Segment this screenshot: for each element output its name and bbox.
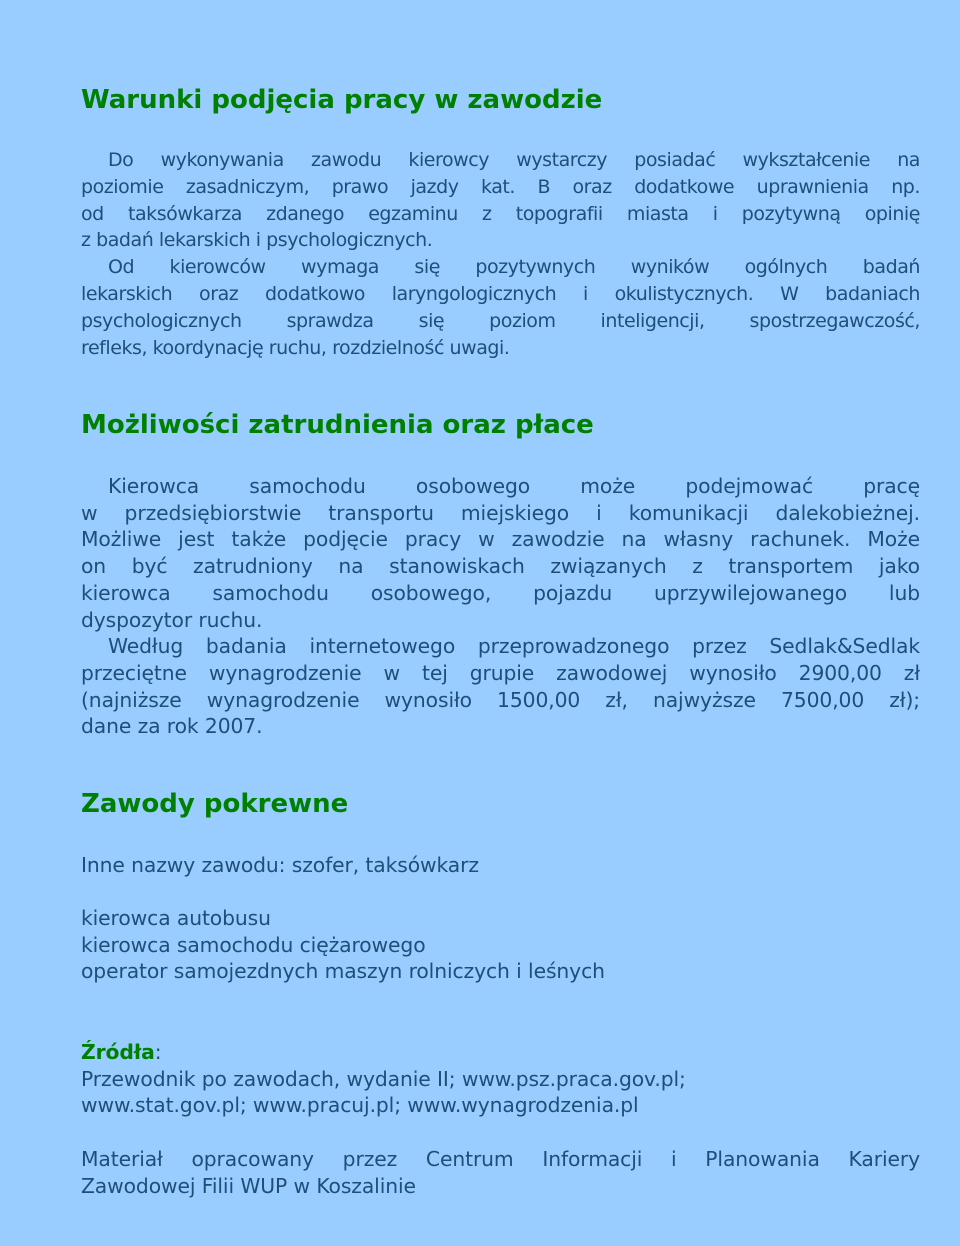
footer-note (81, 1146, 920, 1199)
footer-line: Materiał opracowany przez Centrum Informacji i Planowania Kariery (81, 1147, 920, 1171)
text-line: lekarskich oraz dodatkowo laryngologicznych i okulistycznych. W badaniach (81, 282, 920, 305)
sources-colon: : (154, 1040, 162, 1064)
text-line: psychologicznych sprawdza się poziom inteligencji, spostrzegawczość, (81, 309, 920, 332)
text-line: refleks, koordynację ruchu, rozdzielność uwagi. (81, 336, 510, 359)
text-line: kierowca samochodu osobowego, pojazdu uprzywilejowanego lub (81, 580, 920, 605)
sources-label: Źródła (81, 1040, 155, 1064)
paragraph-employment (81, 473, 920, 740)
text-line: od taksówkarza zdanego egzaminu z topografii miasta i pozytywną opinię (81, 202, 920, 225)
text-line: on być zatrudniony na stanowiskach związanych z transportem jako (81, 554, 920, 579)
list-item: operator samojezdnych maszyn rolniczych i leśnych (81, 959, 605, 984)
text-line: w przedsiębiorstwie transportu miejskiego i komunikacji dalekobieżnej. (81, 500, 920, 525)
heading-employment: Możliwości zatrudnienia oraz płace (81, 410, 594, 440)
text-line: (najniższe wynagrodzenie wynosiło 1500,00 zł, najwyższe 7500,00 zł); (81, 687, 920, 712)
related-occupations-list (81, 905, 920, 985)
text-line: z badań lekarskich i psychologicznych. (81, 229, 433, 252)
text-line: Od kierowców wymaga się pozytywnych wyników ogólnych badań (108, 256, 920, 279)
paragraph-work-conditions (81, 147, 920, 361)
other-names (81, 852, 920, 879)
sources-heading (81, 1039, 920, 1066)
text-line: Możliwe jest także podjęcie pracy w zawodzie na własny rachunek. Może (81, 527, 920, 552)
text-line: Według badania internetowego przeprowadzonego przez Sedlak&Sedlak (108, 634, 920, 659)
text-line: Do wykonywania zawodu kierowcy wystarczy posiadać wykształcenie na (108, 149, 920, 171)
text-line: przeciętne wynagrodzenie w tej grupie zawodowej wynosiło 2900,00 zł (81, 660, 920, 685)
footer-line: Zawodowej Filii WUP w Koszalinie (81, 1173, 416, 1198)
list-item: kierowca samochodu ciężarowego (81, 932, 426, 957)
other-names-text: Inne nazwy zawodu: szofer, taksówkarz (81, 853, 479, 877)
heading-work-conditions: Warunki podjęcia pracy w zawodzie (81, 85, 603, 115)
text-line: dyspozytor ruchu. (81, 607, 263, 632)
source-line: www.stat.gov.pl; www.pracuj.pl; www.wynagrodzenia.pl (81, 1093, 639, 1118)
text-line: dane za rok 2007. (81, 714, 263, 739)
heading-related-occupations: Zawody pokrewne (81, 789, 349, 819)
text-line: Kierowca samochodu osobowego może podejmować pracę (108, 474, 920, 498)
text-line: poziomie zasadniczym, prawo jazdy kat. B oraz dodatkowe uprawnienia np. (81, 175, 920, 198)
source-line: Przewodnik po zawodach, wydanie II; www.psz.praca.gov.pl; (81, 1066, 686, 1091)
sources-block (81, 1039, 920, 1119)
list-item: kierowca autobusu (81, 906, 271, 930)
